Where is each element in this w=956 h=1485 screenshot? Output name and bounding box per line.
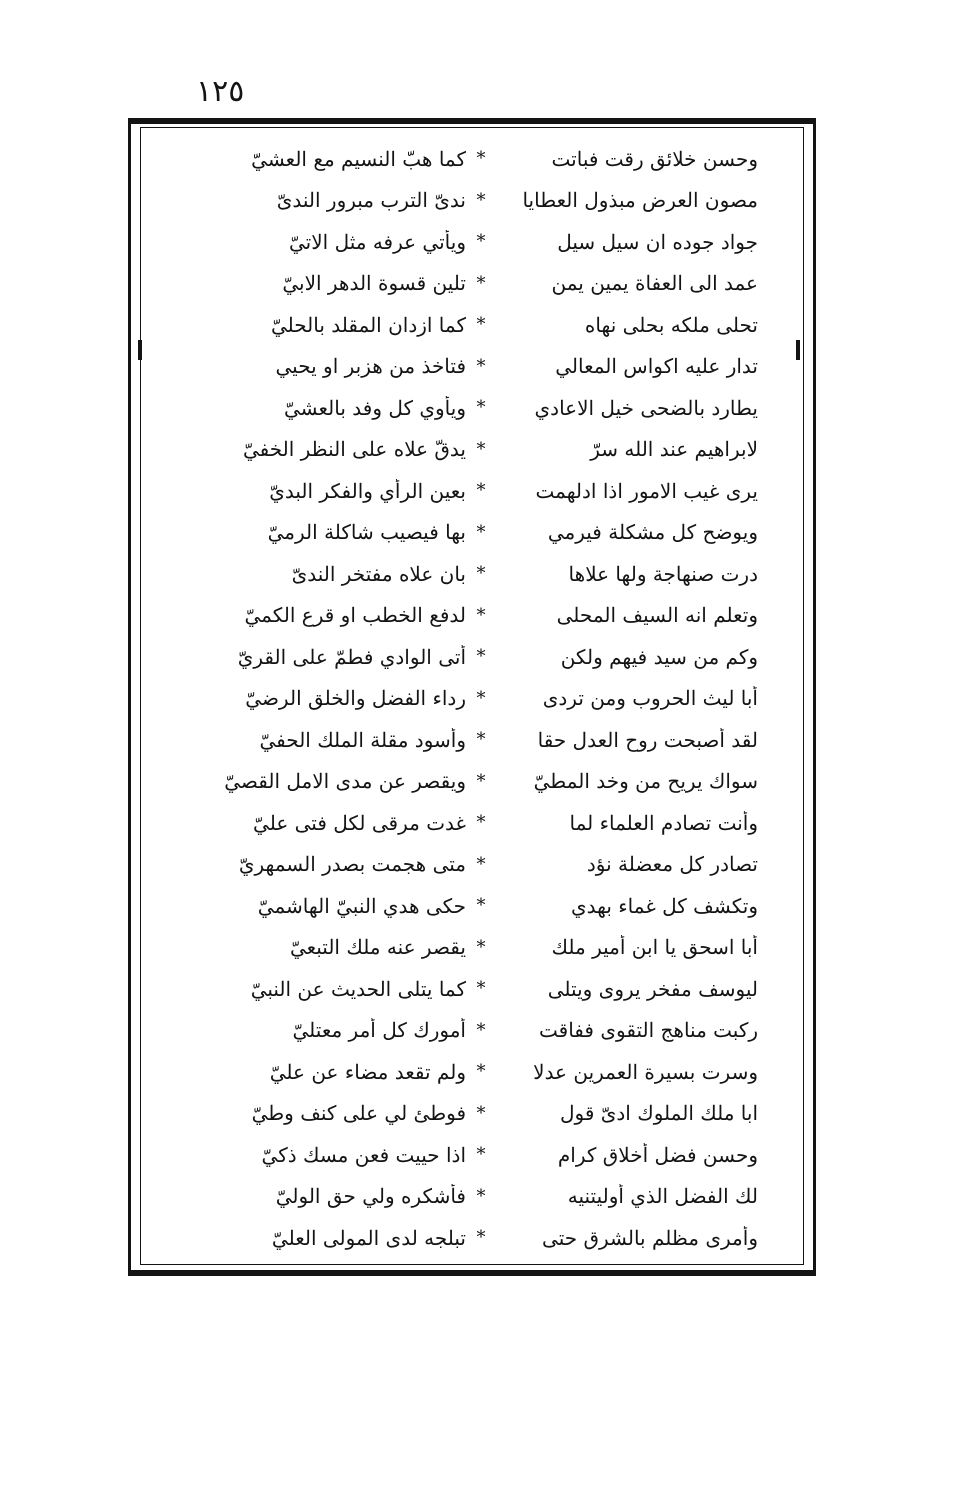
verse-line — [198, 304, 758, 346]
first-hemistich: أبا اسحق يا ابن أمير ملك — [551, 935, 758, 960]
first-hemistich: لقد أصبحت روح العدل حقا — [537, 727, 758, 752]
verse-line — [198, 1051, 758, 1093]
first-hemistich: يطارد بالضحى خيل الاعادي — [534, 395, 758, 420]
verse-line — [198, 719, 758, 761]
first-hemistich: تدار عليه اكواس المعالي — [555, 354, 758, 379]
second-hemistich: فوطئ لي على كنف وطيّ — [251, 1101, 466, 1126]
verse-line — [198, 636, 758, 678]
first-hemistich: وحسن فضل أخلاق كرام — [557, 1142, 758, 1167]
second-hemistich: كما يتلى الحديث عن النبيّ — [250, 976, 466, 1001]
verse-separator: * — [476, 397, 486, 419]
first-hemistich: ويوضح كل مشكلة فيرمي — [547, 520, 758, 545]
second-hemistich: ندىّ الترب مبرور الندىّ — [276, 188, 466, 213]
second-hemistich: ويأوي كل وفد بالعشيّ — [283, 395, 466, 420]
first-hemistich: وأمرى مظلم بالشرق حتى — [542, 1225, 758, 1250]
verse-separator: * — [476, 687, 486, 709]
bottom-rule — [128, 1270, 816, 1276]
top-rule — [128, 118, 816, 124]
verse-separator: * — [476, 480, 486, 502]
verse-line — [198, 180, 758, 222]
first-hemistich: ركبت مناهج التقوى ففاقت — [539, 1018, 758, 1043]
verse-line — [198, 221, 758, 263]
verse-separator: * — [476, 978, 486, 1000]
verse-line — [198, 761, 758, 803]
second-hemistich: متى هجمت بصدر السمهريّ — [238, 852, 466, 877]
first-hemistich: تصادر كل معضلة نؤد — [586, 852, 758, 877]
verse-line — [198, 553, 758, 595]
second-hemistich: كما هبّ النسيم مع العشيّ — [251, 146, 466, 171]
frame-side-mark-left — [138, 340, 142, 360]
verse-line — [198, 802, 758, 844]
second-hemistich: اذا حييت فعن مسك ذكيّ — [261, 1142, 466, 1167]
second-hemistich: فأشكره ولي حق الوليّ — [275, 1184, 466, 1209]
first-hemistich: جواد جوده ان سيل سيل — [557, 229, 758, 254]
first-hemistich: وكم من سيد فيهم ولكن — [560, 644, 758, 669]
verse-separator: * — [476, 1227, 486, 1249]
first-hemistich: وتعلم انه السيف المحلى — [556, 603, 758, 628]
first-hemistich: لك الفضل الذي أوليتنيه — [567, 1184, 758, 1209]
verse-line — [198, 138, 758, 180]
first-hemistich: سواك يريح من وخد المطيّ — [533, 769, 758, 794]
verse-separator: * — [476, 1102, 486, 1124]
verse-line — [198, 346, 758, 388]
second-hemistich: بها فيصيب شاكلة الرميّ — [267, 520, 466, 545]
verse-separator: * — [476, 1019, 486, 1041]
verse-line — [198, 1093, 758, 1135]
second-hemistich: رداء الفضل والخلق الرضيّ — [245, 686, 466, 711]
verse-separator: * — [476, 770, 486, 792]
verse-line — [198, 927, 758, 969]
second-hemistich: حكى هدي النبيّ الهاشميّ — [257, 893, 466, 918]
verse-separator: * — [476, 438, 486, 460]
second-hemistich: يقصر عنه ملك التبعيّ — [289, 935, 466, 960]
first-hemistich: وأنت تصادم العلماء لما — [569, 810, 758, 835]
second-hemistich: تبلجه لدى المولى العليّ — [271, 1225, 466, 1250]
verse-line — [198, 844, 758, 886]
verse-separator: * — [476, 729, 486, 751]
verse-line — [198, 595, 758, 637]
second-hemistich: ولم تقعد مضاء عن عليّ — [269, 1059, 466, 1084]
verse-separator: * — [476, 1061, 486, 1083]
verse-line — [198, 885, 758, 927]
second-hemistich: يدقّ علاه على النظر الخفيّ — [242, 437, 466, 462]
verse-line — [198, 1217, 758, 1259]
poem-text-block — [198, 138, 758, 1259]
verse-line — [198, 512, 758, 554]
verse-separator: * — [476, 148, 486, 170]
verse-line — [198, 678, 758, 720]
first-hemistich: أبا ليث الحروب ومن تردى — [542, 686, 758, 711]
verse-separator: * — [476, 272, 486, 294]
verse-line — [198, 387, 758, 429]
verse-line — [198, 1134, 758, 1176]
verse-separator: * — [476, 563, 486, 585]
first-hemistich: عمد الى العفاة يمين يمن — [551, 271, 758, 296]
second-hemistich: تلين قسوة الدهر الابيّ — [282, 271, 466, 296]
second-hemistich: ويأتي عرفه مثل الاتيّ — [289, 229, 466, 254]
second-hemistich: بعين الرأي والفكر البديّ — [269, 478, 466, 503]
frame-side-mark-right — [796, 340, 800, 360]
verse-separator: * — [476, 355, 486, 377]
verse-line — [198, 1176, 758, 1218]
verse-separator: * — [476, 936, 486, 958]
verse-separator: * — [476, 853, 486, 875]
first-hemistich: تحلى ملكه بحلى نهاه — [584, 312, 758, 337]
second-hemistich: ويقصر عن مدى الامل القصيّ — [224, 769, 466, 794]
first-hemistich: وتكشف كل غماء بهدي — [570, 893, 758, 918]
verse-separator: * — [476, 521, 486, 543]
verse-line — [198, 968, 758, 1010]
second-hemistich: أمورك كل أمر معتليّ — [292, 1018, 466, 1043]
verse-line — [198, 470, 758, 512]
second-hemistich: فتاخذ من هزبر او يحيي — [275, 354, 466, 379]
verse-separator: * — [476, 189, 486, 211]
first-hemistich: لابراهيم عند الله سرّ — [590, 437, 758, 462]
verse-line — [198, 1010, 758, 1052]
second-hemistich: غدت مرقى لكل فتى عليّ — [253, 810, 466, 835]
verse-separator: * — [476, 604, 486, 626]
verse-separator: * — [476, 646, 486, 668]
second-hemistich: أتى الوادي فطمّ على القريّ — [237, 644, 466, 669]
verse-separator: * — [476, 1144, 486, 1166]
first-hemistich: درت صنهاجة ولها علاها — [568, 561, 758, 586]
second-hemistich: بان علاه مفتخر الندىّ — [291, 561, 466, 586]
first-hemistich: مصون العرض مبذول العطايا — [522, 188, 758, 213]
first-hemistich: ابا ملك الملوك ادىّ قول — [559, 1101, 758, 1126]
verse-separator: * — [476, 231, 486, 253]
second-hemistich: كما ازدان المقلد بالحليّ — [270, 312, 466, 337]
verse-separator: * — [476, 1185, 486, 1207]
page-number: ١٢٥ — [196, 74, 245, 109]
verse-separator: * — [476, 895, 486, 917]
first-hemistich: وسرت بسيرة العمرين عدلا — [533, 1059, 758, 1084]
verse-line — [198, 263, 758, 305]
verse-separator: * — [476, 812, 486, 834]
first-hemistich: وحسن خلائق رقت فباتت — [551, 146, 758, 171]
verse-separator: * — [476, 314, 486, 336]
first-hemistich: يرى غيب الامور اذا ادلهمت — [535, 478, 758, 503]
second-hemistich: وأسود مقلة الملك الحفيّ — [259, 727, 466, 752]
second-hemistich: لدفع الخطب او قرع الكميّ — [244, 603, 466, 628]
verse-line — [198, 429, 758, 471]
first-hemistich: ليوسف مفخر يروى ويتلى — [547, 976, 758, 1001]
